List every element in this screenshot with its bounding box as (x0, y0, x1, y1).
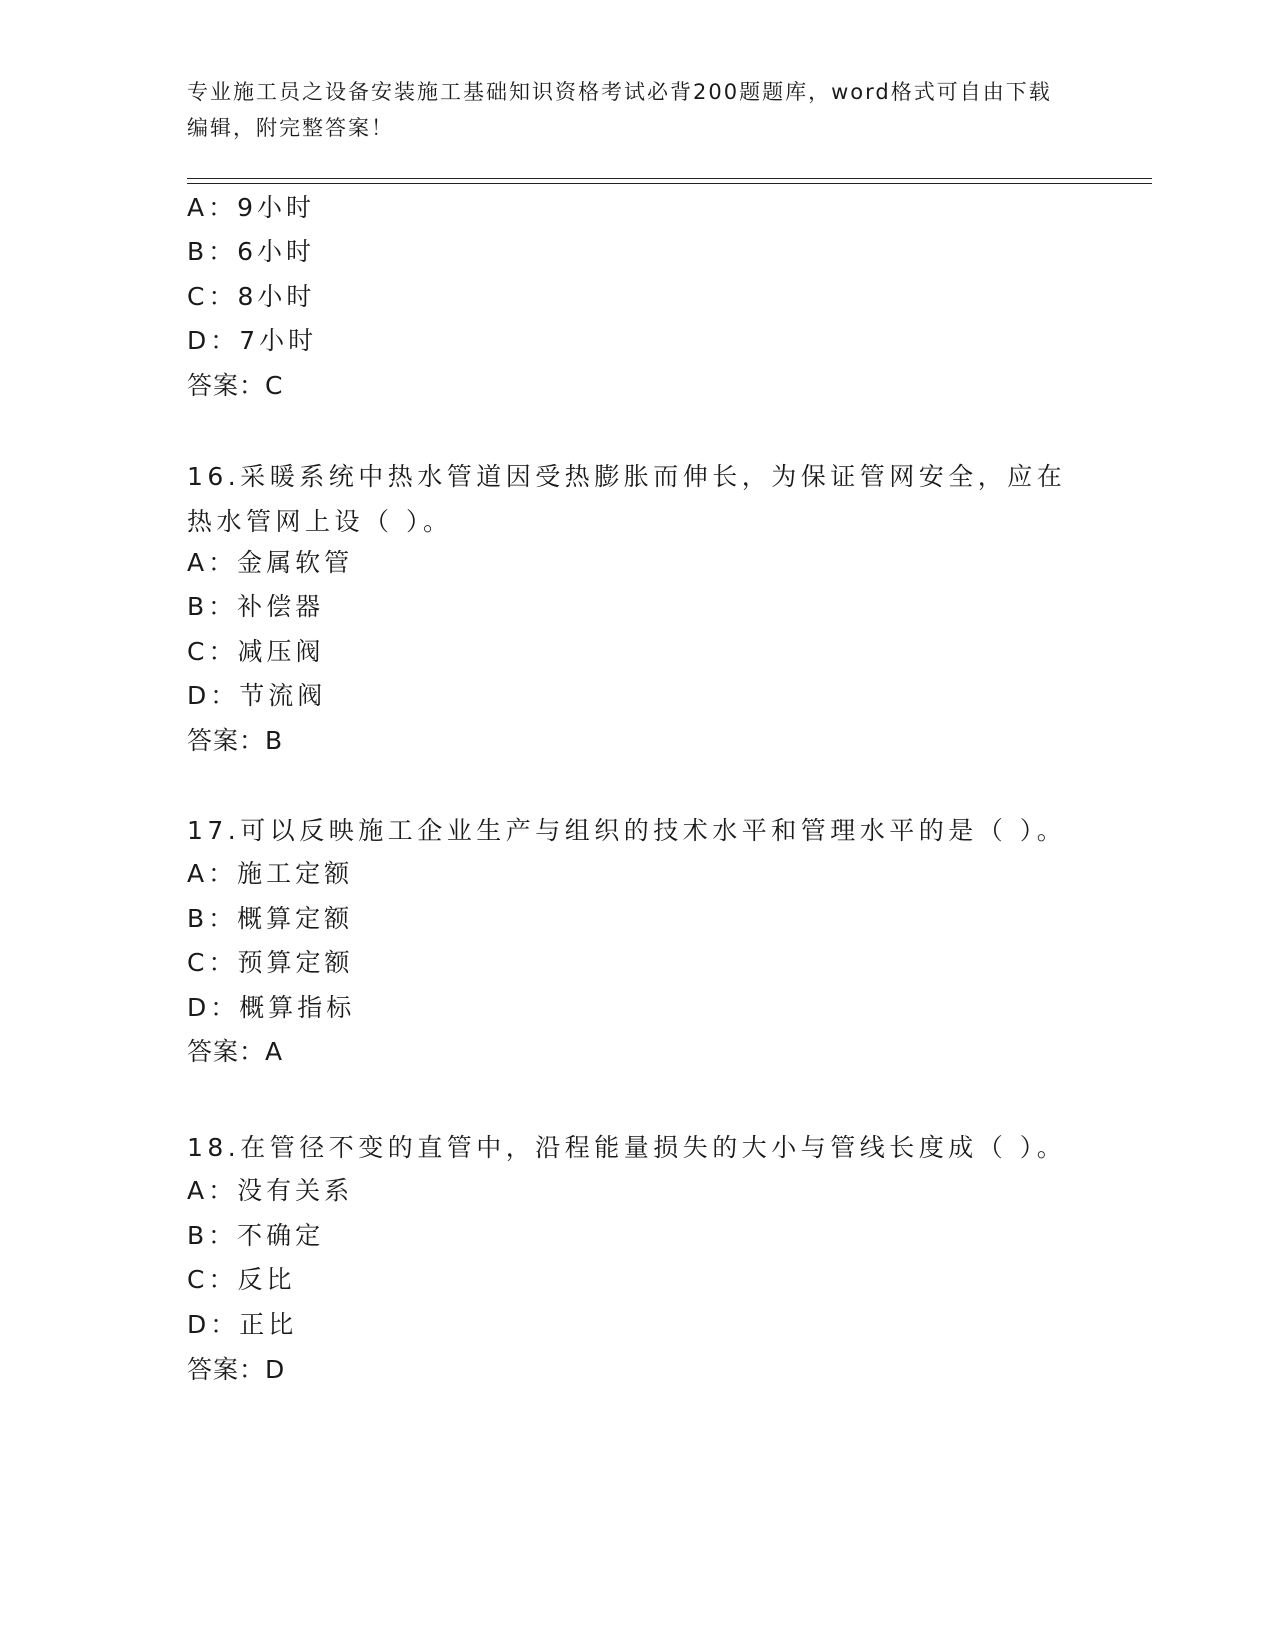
header-divider-top (187, 178, 1152, 179)
q15-answer: 答案：C (187, 371, 284, 400)
q15-option-c: C：8小时 (187, 282, 316, 311)
q17-stem: 17.可以反映施工企业生产与组织的技术水平和管理水平的是（ ）。 (187, 816, 1067, 845)
q17-option-b: B：概算定额 (187, 904, 354, 933)
q17-answer: 答案：A (187, 1037, 284, 1066)
q16-option-c: C：减压阀 (187, 637, 325, 666)
q17-option-c: C：预算定额 (187, 948, 354, 977)
q18-option-c: C：反比 (187, 1265, 296, 1294)
q18-answer: 答案：D (187, 1355, 286, 1384)
header-divider-bottom (187, 183, 1152, 184)
document-header: 专业施工员之设备安装施工基础知识资格考试必背200题题库，word格式可自由下载编辑，附完整答案！ (187, 80, 1052, 140)
q18-option-d: D：正比 (187, 1310, 298, 1339)
q16-option-a: A：金属软管 (187, 548, 354, 577)
q15-option-b: B：6小时 (187, 237, 316, 266)
q17-option-d: D：概算指标 (187, 993, 356, 1022)
q16-answer: 答案：B (187, 726, 284, 755)
q18-option-b: B：不确定 (187, 1221, 325, 1250)
q16-option-b: B：补偿器 (187, 592, 325, 621)
q16-option-d: D：节流阀 (187, 681, 327, 710)
q15-option-a: A：9小时 (187, 193, 316, 222)
q17-option-a: A：施工定额 (187, 859, 354, 888)
q18-stem: 18.在管径不变的直管中，沿程能量损失的大小与管线长度成（ ）。 (187, 1133, 1067, 1162)
q16-stem: 16.采暖系统中热水管道因受热膨胀而伸长，为保证管网安全，应在热水管网上设（ ）。 (187, 462, 1067, 536)
q18-option-a: A：没有关系 (187, 1176, 354, 1205)
q15-option-d: D：7小时 (187, 326, 318, 355)
